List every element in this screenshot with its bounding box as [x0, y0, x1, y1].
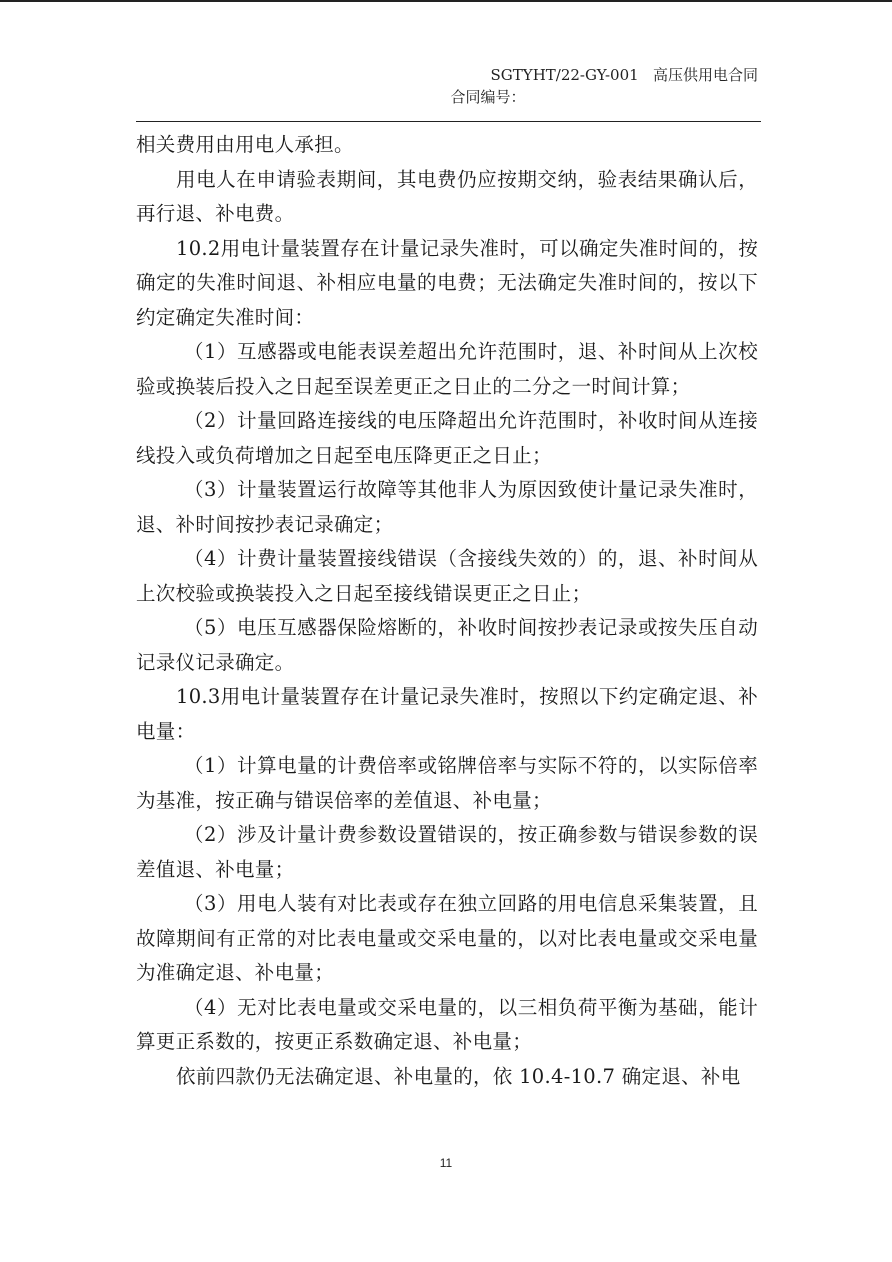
header-rule: [136, 121, 761, 122]
paragraph: 10.3用电计量装置存在计量记录失准时，按照以下约定确定退、补电量：: [136, 685, 758, 743]
contract-number-label: 合同编号：: [450, 88, 526, 106]
list-item: （4）无对比表电量或交采电量的，以三相负荷平衡为基础，能计算更正系数的，按更正系数确定退、补电量；: [136, 995, 758, 1053]
doc-code: SGTYHT/22-GY-001: [490, 66, 639, 84]
paragraph: 相关费用由用电人承担。: [136, 133, 354, 156]
list-item: （2）计量回路连接线的电压降超出允许范围时，补收时间从连接线投入或负荷增加之日起至电压降更正之日止；: [136, 409, 758, 467]
page-header: [450, 64, 758, 108]
list-item: （5）电压互感器保险熔断的，补收时间按抄表记录或按失压自动记录仪记录确定。: [136, 616, 758, 674]
header-title-line: [491, 64, 758, 86]
list-item: （3）计量装置运行故障等其他非人为原因致使计量记录失准时，退、补时间按抄表记录确定；: [136, 478, 758, 536]
paragraph: 依前四款仍无法确定退、补电量的，依 10.4-10.7 确定退、补电: [176, 1064, 741, 1088]
paragraph: 10.2用电计量装置存在计量记录失准时，可以确定失准时间的，按确定的失准时间退、补相应电量的电费；无法确定失准时间的，按以下约定确定失准时间：: [136, 236, 758, 329]
paragraph: 用电人在申请验表期间，其电费仍应按期交纳，验表结果确认后，再行退、补电费。: [136, 167, 758, 225]
document-body: [136, 128, 758, 1094]
list-item: （2）涉及计量计费参数设置错误的，按正确参数与错误参数的误差值退、补电量；: [136, 823, 758, 881]
top-border: [0, 0, 892, 2]
page-number: 11: [439, 1156, 453, 1170]
list-item: （1）计算电量的计费倍率或铭牌倍率与实际不符的，以实际倍率为基准，按正确与错误倍率的差值退、补电量；: [136, 754, 758, 812]
list-item: （4）计费计量装置接线错误（含接线失效的）的，退、补时间从上次校验或换装投入之日起至接线错误更正之日止；: [136, 547, 758, 605]
doc-title: 高压供用电合同: [652, 66, 758, 84]
list-item: （1）互感器或电能表误差超出允许范围时，退、补时间从上次校验或换装后投入之日起至误差更正之日止的二分之一时间计算；: [136, 340, 758, 398]
list-item: （3）用电人装有对比表或存在独立回路的用电信息采集装置，且故障期间有正常的对比表电量或交采电量的，以对比表电量或交采电量为准确定退、补电量；: [136, 892, 758, 984]
